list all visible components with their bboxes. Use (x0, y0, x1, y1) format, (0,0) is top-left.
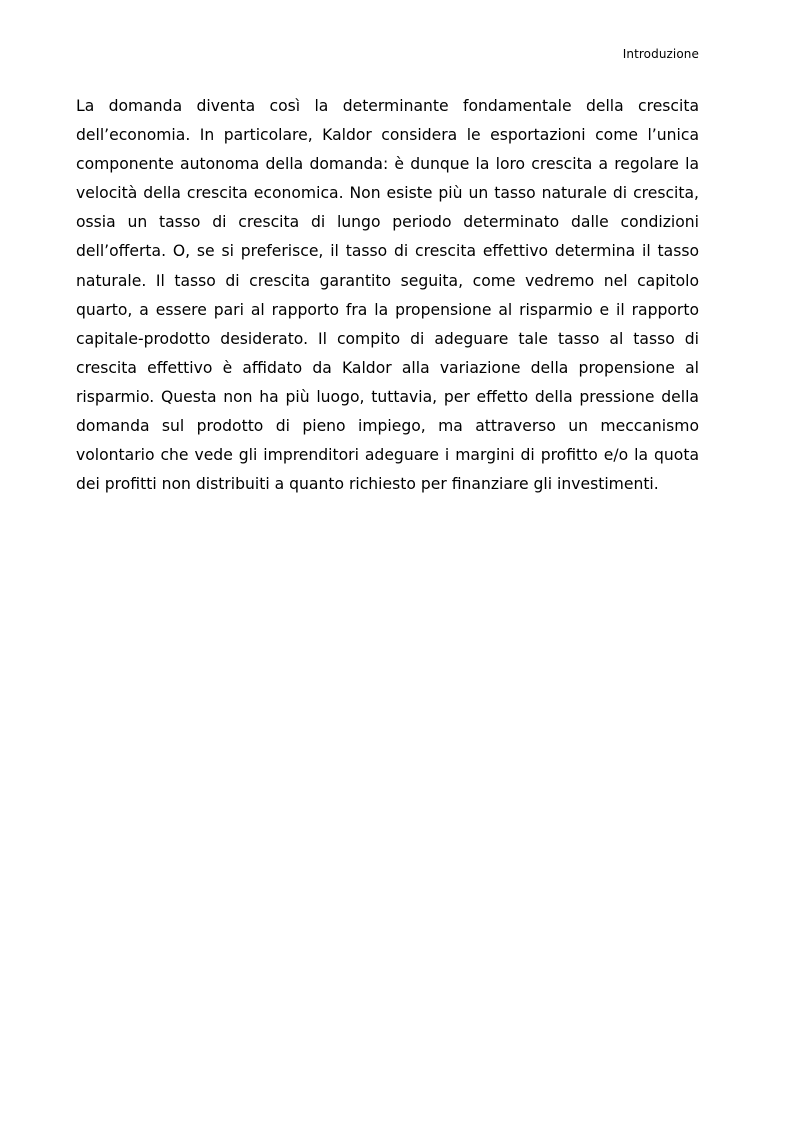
body-paragraph: La domanda diventa così la determinante fondamentale della crescita dell’economia. In particolare, Kaldor considera le esportazioni come l’unica componente autonoma della domanda: è dunque la loro crescita a regolare la velocità della crescita economica. Non esiste più un tasso naturale di crescita, ossia un tasso di crescita di lungo periodo determinato dalle condizioni dell’offerta. O, se si preferisce, il tasso di crescita effettivo determina il tasso naturale. Il tasso di crescita garantito seguita, come vedremo nel capitolo quarto, a essere pari al rapporto fra la propensione al risparmio e il rapporto capitale-prodotto desiderato. Il compito di adeguare tale tasso al tasso di crescita effettivo è affidato da Kaldor alla variazione della propensione al risparmio. Questa non ha più luogo, tuttavia, per effetto della pressione della domanda sul prodotto di pieno impiego, ma attraverso un meccanismo volontario che vede gli imprenditori adeguare i margini di profitto e/o la quota dei profitti non distribuiti a quanto richiesto per finanziare gli investimenti. (76, 97, 699, 494)
running-header: Introduzione (622, 47, 699, 61)
